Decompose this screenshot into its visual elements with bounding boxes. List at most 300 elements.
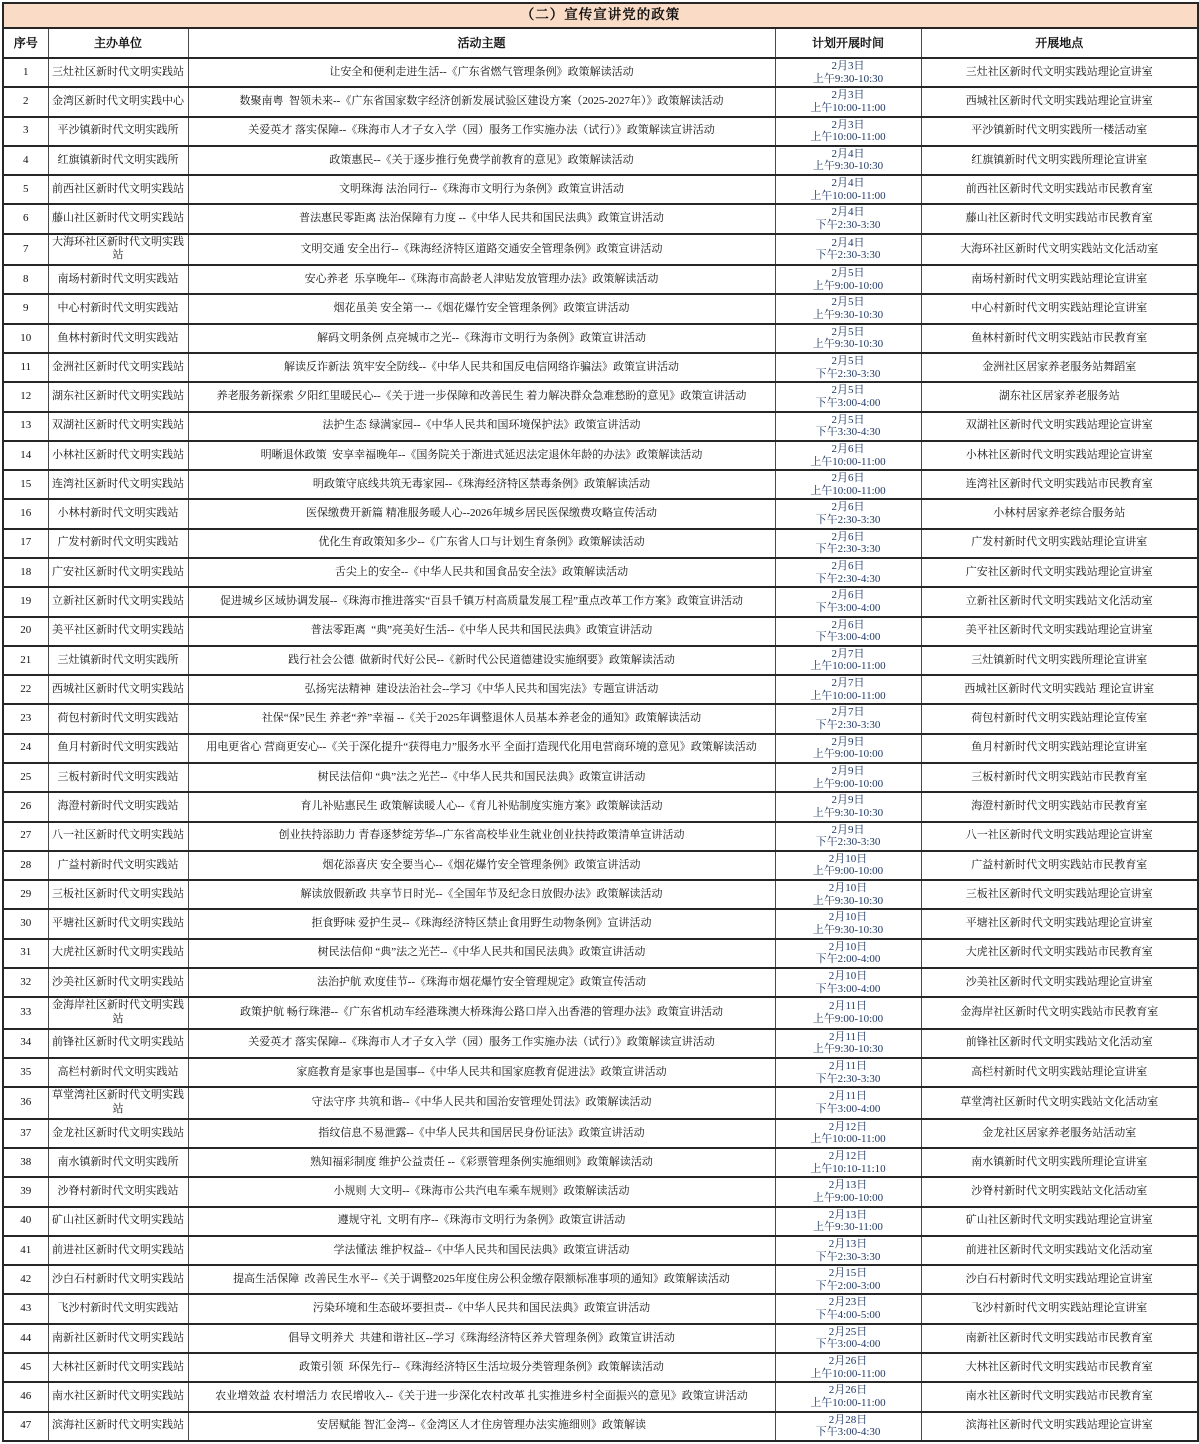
time-cell [775, 880, 921, 909]
table-row [3, 441, 1198, 470]
row-number-cell: 5 [3, 175, 48, 204]
location-cell: 南场村新时代文明实践站理论宣讲室 [921, 265, 1198, 294]
row-number-cell: 20 [3, 617, 48, 646]
row-number-cell: 18 [3, 558, 48, 587]
unit-cell: 大海环社区新时代文明实践站 [48, 234, 188, 266]
unit-cell: 沙美社区新时代文明实践站 [48, 968, 188, 997]
column-header-row [3, 28, 1198, 58]
time-cell [775, 1148, 921, 1177]
table-row [3, 1087, 1198, 1119]
time-line: 上午10:00-11:00 [810, 484, 886, 497]
table-row [3, 175, 1198, 204]
time-line: 上午9:30-10:30 [812, 1043, 884, 1056]
date-line: 2月5日 [831, 413, 865, 426]
table-row [3, 324, 1198, 353]
row-number-cell: 47 [3, 1412, 48, 1441]
date-line: 2月7日 [831, 677, 865, 690]
date-line: 2月4日 [831, 206, 865, 219]
theme-cell: 污染环境和生态破坏要担责--《中华人民共和国民法典》政策宣讲活动 [188, 1294, 775, 1323]
table-row [3, 1382, 1198, 1411]
unit-cell: 金海岸社区新时代文明实践站 [48, 997, 188, 1029]
theme-cell: 让安全和便利走进生活--《广东省燃气管理条例》政策解读活动 [188, 58, 775, 87]
location-cell: 草堂湾社区新时代文明实践站文化活动室 [921, 1087, 1198, 1119]
unit-cell: 大林社区新时代文明实践站 [48, 1353, 188, 1382]
time-cell [775, 175, 921, 204]
theme-cell: 舌尖上的安全--《中华人民共和国食品安全法》政策解读活动 [188, 558, 775, 587]
theme-cell: 弘扬宪法精神 建设法治社会--学习《中华人民共和国宪法》专题宣讲活动 [188, 675, 775, 704]
theme-cell: 学法懂法 维护权益--《中华人民共和国民法典》政策宣讲活动 [188, 1236, 775, 1265]
time-line: 上午9:30-10:30 [812, 894, 884, 907]
time-cell [775, 1294, 921, 1323]
unit-cell: 小林村新时代文明实践站 [48, 499, 188, 528]
date-line: 2月15日 [828, 1267, 868, 1280]
unit-cell: 矿山社区新时代文明实践站 [48, 1207, 188, 1236]
time-line: 上午9:00-10:00 [812, 279, 884, 292]
date-line: 2月6日 [831, 501, 865, 514]
time-line: 下午3:00-4:30 [815, 1426, 881, 1439]
table-row [3, 880, 1198, 909]
row-number-cell: 41 [3, 1236, 48, 1265]
time-line: 上午9:00-10:00 [812, 1012, 884, 1025]
unit-cell: 金洲社区新时代文明实践站 [48, 353, 188, 382]
row-number-cell: 37 [3, 1119, 48, 1148]
date-line: 2月4日 [831, 236, 865, 249]
theme-cell: 政策引领 环保先行--《珠海经济特区生活垃圾分类管理条例》政策解读活动 [188, 1353, 775, 1382]
table-row [3, 1353, 1198, 1382]
time-line: 下午3:00-4:00 [815, 1103, 881, 1116]
date-line: 2月25日 [828, 1325, 868, 1338]
location-cell: 海澄村新时代文明实践站市民教育室 [921, 792, 1198, 821]
time-line: 下午2:30-3:30 [815, 543, 881, 556]
time-cell [775, 558, 921, 587]
time-line: 下午2:30-3:30 [815, 514, 881, 527]
unit-cell: 美平社区新时代文明实践站 [48, 617, 188, 646]
location-cell: 红旗镇新时代文明实践所理论宣讲室 [921, 146, 1198, 175]
time-cell [775, 734, 921, 763]
location-cell: 金海岸社区新时代文明实践站市民教育室 [921, 997, 1198, 1029]
row-number-cell: 10 [3, 324, 48, 353]
location-cell: 沙脊村新时代文明实践站文化活动室 [921, 1177, 1198, 1206]
location-cell: 广益村新时代文明实践站市民教育室 [921, 851, 1198, 880]
theme-cell: 用电更省心 营商更安心--《关于深化提升“获得电力”服务水平 全面打造现代化用电营商环境的意见》政策解读活动 [188, 734, 775, 763]
table-row [3, 1265, 1198, 1294]
unit-cell: 八一社区新时代文明实践站 [48, 822, 188, 851]
theme-cell: 文明交通 安全出行--《珠海经济特区道路交通安全管理条例》政策宣讲活动 [188, 234, 775, 266]
table-row [3, 997, 1198, 1029]
theme-cell: 社保“保”民生 养老“养”幸福 --《关于2025年调整退休人员基本养老金的通知》政策解读活动 [188, 704, 775, 733]
location-cell: 小林社区新时代文明实践站理论宣讲室 [921, 441, 1198, 470]
theme-cell: 政策惠民--《关于逐步推行免费学前教育的意见》政策解读活动 [188, 146, 775, 175]
time-cell [775, 851, 921, 880]
row-number-cell: 25 [3, 763, 48, 792]
date-line: 2月13日 [828, 1179, 868, 1192]
date-line: 2月10日 [828, 969, 868, 982]
time-cell [775, 909, 921, 938]
unit-cell: 鱼林村新时代文明实践站 [48, 324, 188, 353]
time-line: 上午9:30-10:30 [812, 338, 884, 351]
date-line: 2月11日 [828, 1060, 868, 1072]
unit-cell: 平塘社区新时代文明实践站 [48, 909, 188, 938]
unit-cell: 鱼月村新时代文明实践站 [48, 734, 188, 763]
location-cell: 金龙社区居家养老服务站活动室 [921, 1119, 1198, 1148]
time-line: 下午2:30-3:30 [815, 719, 881, 732]
row-number-cell: 4 [3, 146, 48, 175]
time-cell [775, 412, 921, 441]
unit-cell: 沙脊村新时代文明实践站 [48, 1177, 188, 1206]
location-cell: 小林村居家养老综合服务站 [921, 499, 1198, 528]
row-number-cell: 28 [3, 851, 48, 880]
theme-cell: 提高生活保障 改善民生水平--《关于调整2025年度住房公积金缴存限额标准事项的通知》政策解读活动 [188, 1265, 775, 1294]
date-line: 2月9日 [831, 794, 865, 807]
table-row [3, 1236, 1198, 1265]
date-line: 2月5日 [831, 355, 865, 368]
row-number-cell: 35 [3, 1058, 48, 1087]
theme-cell: 关爱英才 落实保障--《珠海市人才子女入学（园）服务工作实施办法（试行）》政策解读宣讲活动 [188, 1029, 775, 1058]
time-line: 下午3:00-4:00 [815, 1338, 881, 1351]
unit-cell: 沙白石村新时代文明实践站 [48, 1265, 188, 1294]
date-line: 2月5日 [831, 325, 865, 338]
time-line: 上午9:30-10:30 [812, 160, 884, 173]
time-cell [775, 234, 921, 266]
section-title-row [3, 3, 1198, 28]
time-cell [775, 1087, 921, 1119]
table-body [3, 58, 1198, 1441]
time-line: 上午9:00-10:00 [812, 748, 884, 761]
theme-cell: 养老服务新探索 夕阳红里暖民心--《关于进一步保障和改善民生 着力解决群众急难愁盼的意见》政策宣讲活动 [188, 382, 775, 411]
row-number-cell: 36 [3, 1087, 48, 1119]
date-line: 2月6日 [831, 442, 865, 455]
unit-cell: 滨海社区新时代文明实践站 [48, 1412, 188, 1441]
theme-cell: 普法零距离 “典”亮美好生活--《中华人民共和国民法典》政策宣讲活动 [188, 617, 775, 646]
table-row [3, 470, 1198, 499]
unit-cell: 海澄村新时代文明实践站 [48, 792, 188, 821]
theme-cell: 明晰退休政策 安享幸福晚年--《国务院关于渐进式延迟法定退休年龄的办法》政策解读活动 [188, 441, 775, 470]
unit-cell: 飞沙村新时代文明实践站 [48, 1294, 188, 1323]
table-row [3, 968, 1198, 997]
time-line: 上午9:30-10:30 [812, 72, 884, 85]
time-line: 下午3:00-4:00 [815, 396, 881, 409]
time-line: 下午2:30-3:30 [815, 249, 881, 262]
date-line: 2月6日 [831, 472, 865, 485]
date-line: 2月7日 [831, 706, 865, 719]
date-line: 2月23日 [828, 1296, 868, 1309]
unit-cell: 三灶社区新时代文明实践站 [48, 58, 188, 87]
time-line: 上午9:30-11:00 [813, 1221, 883, 1234]
table-row [3, 939, 1198, 968]
location-cell: 鱼月村新时代文明实践站理论宣讲室 [921, 734, 1198, 763]
row-number-cell: 12 [3, 382, 48, 411]
date-line: 2月11日 [828, 1030, 868, 1043]
location-cell: 沙白石村新时代文明实践站理论宣讲室 [921, 1265, 1198, 1294]
location-cell: 平塘社区新时代文明实践站理论宣讲室 [921, 909, 1198, 938]
location-cell: 大海环社区新时代文明实践站文化活动室 [921, 234, 1198, 266]
theme-cell: 烟花虽美 安全第一--《烟花爆竹安全管理条例》政策宣讲活动 [188, 294, 775, 323]
location-cell: 八一社区新时代文明实践站理论宣讲室 [921, 822, 1198, 851]
table-row [3, 1119, 1198, 1148]
table-row [3, 1058, 1198, 1087]
unit-cell: 大虎社区新时代文明实践站 [48, 939, 188, 968]
time-cell [775, 204, 921, 233]
location-cell: 南水镇新时代文明实践所理论宣讲室 [921, 1148, 1198, 1177]
table-row [3, 87, 1198, 116]
unit-cell: 前锋社区新时代文明实践站 [48, 1029, 188, 1058]
unit-cell: 广益村新时代文明实践站 [48, 851, 188, 880]
time-cell [775, 968, 921, 997]
location-cell: 金洲社区居家养老服务站舞蹈室 [921, 353, 1198, 382]
date-line: 2月26日 [828, 1384, 868, 1397]
date-line: 2月3日 [831, 60, 865, 72]
theme-cell: 树民法信仰 “典”法之光芒--《中华人民共和国民法典》政策宣讲活动 [188, 939, 775, 968]
unit-cell: 高栏村新时代文明实践站 [48, 1058, 188, 1087]
theme-cell: 促进城乡区域协调发展--《珠海市推进落实“百县千镇万村高质量发展工程”重点改革工作方案》政策宣讲活动 [188, 587, 775, 616]
row-number-cell: 6 [3, 204, 48, 233]
location-cell: 前西社区新时代文明实践站市民教育室 [921, 175, 1198, 204]
unit-cell: 三板村新时代文明实践站 [48, 763, 188, 792]
time-cell [775, 997, 921, 1029]
row-number-cell: 14 [3, 441, 48, 470]
time-line: 下午2:30-3:30 [815, 367, 881, 380]
table-row [3, 1148, 1198, 1177]
time-cell [775, 675, 921, 704]
location-cell: 沙美社区新时代文明实践站理论宣讲室 [921, 968, 1198, 997]
location-cell: 三板村新时代文明实践站市民教育室 [921, 763, 1198, 792]
row-number-cell: 17 [3, 529, 48, 558]
theme-cell: 践行社会公德 做新时代好公民--《新时代公民道德建设实施纲要》政策解读活动 [188, 646, 775, 675]
table-row [3, 234, 1198, 266]
location-cell: 连湾社区新时代文明实践站市民教育室 [921, 470, 1198, 499]
unit-cell: 立新社区新时代文明实践站 [48, 587, 188, 616]
time-cell [775, 1353, 921, 1382]
table-row [3, 499, 1198, 528]
date-line: 2月6日 [831, 560, 865, 572]
time-line: 上午10:10-11:10 [810, 1162, 886, 1175]
time-cell [775, 1412, 921, 1441]
time-line: 上午9:30-10:30 [812, 309, 884, 322]
theme-cell: 倡导文明养犬 共建和谐社区--学习《珠海经济特区养犬管理条例》政策宣讲活动 [188, 1324, 775, 1353]
unit-cell: 小林社区新时代文明实践站 [48, 441, 188, 470]
row-number-cell: 23 [3, 704, 48, 733]
location-cell: 三灶社区新时代文明实践站理论宣讲室 [921, 58, 1198, 87]
theme-cell: 数聚南粤 智领未来--《广东省国家数字经济创新发展试验区建设方案（2025-2027年）》政策解读活动 [188, 87, 775, 116]
location-cell: 立新社区新时代文明实践站文化活动室 [921, 587, 1198, 616]
theme-cell: 农业增效益 农村增活力 农民增收入--《关于进一步深化农村改革 扎实推进乡村全面振兴的意见》政策宣讲活动 [188, 1382, 775, 1411]
table-row [3, 1029, 1198, 1058]
row-number-cell: 27 [3, 822, 48, 851]
time-cell [775, 353, 921, 382]
location-cell: 中心村新时代文明实践站理论宣讲室 [921, 294, 1198, 323]
theme-cell: 政策护航 畅行珠港--《广东省机动车经港珠澳大桥珠海公路口岸入出香港的管理办法》政策宣讲活动 [188, 997, 775, 1029]
date-line: 2月6日 [831, 530, 865, 543]
row-number-cell: 45 [3, 1353, 48, 1382]
row-number-cell: 1 [3, 58, 48, 87]
row-number-cell: 39 [3, 1177, 48, 1206]
row-number-cell: 42 [3, 1265, 48, 1294]
time-cell [775, 382, 921, 411]
column-header-theme: 活动主题 [188, 28, 775, 58]
time-cell [775, 1058, 921, 1087]
row-number-cell: 43 [3, 1294, 48, 1323]
time-cell [775, 499, 921, 528]
row-number-cell: 24 [3, 734, 48, 763]
theme-cell: 医保缴费开新篇 精准服务暖人心--2026年城乡居民医保缴费攻略宣传活动 [188, 499, 775, 528]
time-cell [775, 441, 921, 470]
time-cell [775, 646, 921, 675]
table-row [3, 851, 1198, 880]
time-line: 上午10:00-11:00 [810, 1133, 886, 1146]
time-line: 上午10:00-11:00 [810, 1396, 886, 1409]
time-cell [775, 470, 921, 499]
unit-cell: 湖东社区新时代文明实践站 [48, 382, 188, 411]
section-title: （二）宣传宣讲党的政策 [3, 3, 1198, 28]
table-row [3, 587, 1198, 616]
unit-cell: 连湾社区新时代文明实践站 [48, 470, 188, 499]
table-row [3, 1324, 1198, 1353]
time-cell [775, 1382, 921, 1411]
theme-cell: 小规则 大文明--《珠海市公共汽电车乘车规则》政策解读活动 [188, 1177, 775, 1206]
row-number-cell: 7 [3, 234, 48, 266]
unit-cell: 三灶镇新时代文明实践所 [48, 646, 188, 675]
table-row [3, 704, 1198, 733]
date-line: 2月28日 [828, 1413, 868, 1426]
time-cell [775, 146, 921, 175]
date-line: 2月10日 [828, 940, 868, 953]
time-line: 上午10:00-11:00 [810, 101, 886, 114]
row-number-cell: 26 [3, 792, 48, 821]
time-cell [775, 1265, 921, 1294]
time-line: 上午9:30-10:30 [812, 924, 884, 937]
date-line: 2月12日 [828, 1150, 868, 1163]
unit-cell: 前进社区新时代文明实践站 [48, 1236, 188, 1265]
theme-cell: 安心养老 乐享晚年--《珠海市高龄老人津贴发放管理办法》政策解读活动 [188, 265, 775, 294]
date-line: 2月11日 [828, 1090, 868, 1103]
row-number-cell: 22 [3, 675, 48, 704]
unit-cell: 平沙镇新时代文明实践所 [48, 117, 188, 146]
row-number-cell: 40 [3, 1207, 48, 1236]
date-line: 2月3日 [831, 118, 865, 131]
theme-cell: 指纹信息不易泄露--《中华人民共和国居民身份证法》政策宣讲活动 [188, 1119, 775, 1148]
unit-cell: 广安社区新时代文明实践站 [48, 558, 188, 587]
time-line: 下午2:30-3:30 [815, 1250, 881, 1263]
theme-cell: 守法守序 共筑和谐--《中华人民共和国治安管理处罚法》政策解读活动 [188, 1087, 775, 1119]
date-line: 2月9日 [831, 764, 865, 777]
table-row [3, 146, 1198, 175]
date-line: 2月5日 [831, 296, 865, 309]
column-header-no: 序号 [3, 28, 48, 58]
theme-cell: 树民法信仰 “典”法之光芒--《中华人民共和国民法典》政策宣讲活动 [188, 763, 775, 792]
row-number-cell: 30 [3, 909, 48, 938]
table-row [3, 558, 1198, 587]
theme-cell: 明政策守底线共筑无毒家园--《珠海经济特区禁毒条例》政策解读活动 [188, 470, 775, 499]
date-line: 2月6日 [831, 618, 865, 631]
date-line: 2月3日 [831, 89, 865, 102]
date-line: 2月13日 [828, 1237, 868, 1250]
table-row [3, 353, 1198, 382]
location-cell: 荷包村新时代文明实践站理论宣传室 [921, 704, 1198, 733]
unit-cell: 红旗镇新时代文明实践所 [48, 146, 188, 175]
row-number-cell: 13 [3, 412, 48, 441]
location-cell: 高栏村新时代文明实践站理论宣讲室 [921, 1058, 1198, 1087]
date-line: 2月4日 [831, 177, 865, 190]
row-number-cell: 21 [3, 646, 48, 675]
time-line: 上午10:00-11:00 [810, 131, 886, 144]
table-row [3, 675, 1198, 704]
unit-cell: 中心村新时代文明实践站 [48, 294, 188, 323]
time-line: 上午9:30-10:30 [812, 806, 884, 819]
row-number-cell: 31 [3, 939, 48, 968]
unit-cell: 广发村新时代文明实践站 [48, 529, 188, 558]
date-line: 2月10日 [828, 852, 868, 865]
time-cell [775, 704, 921, 733]
unit-cell: 南水镇新时代文明实践所 [48, 1148, 188, 1177]
table-row [3, 117, 1198, 146]
row-number-cell: 3 [3, 117, 48, 146]
time-line: 下午2:30-3:30 [815, 1072, 881, 1085]
table-row [3, 763, 1198, 792]
location-cell: 前进社区新时代文明实践站文化活动室 [921, 1236, 1198, 1265]
unit-cell: 草堂湾社区新时代文明实践站 [48, 1087, 188, 1119]
theme-cell: 普法惠民零距离 法治保障有力度 --《中华人民共和国民法典》政策宣讲活动 [188, 204, 775, 233]
unit-cell: 藤山社区新时代文明实践站 [48, 204, 188, 233]
unit-cell: 双湖社区新时代文明实践站 [48, 412, 188, 441]
row-number-cell: 44 [3, 1324, 48, 1353]
unit-cell: 金龙社区新时代文明实践站 [48, 1119, 188, 1148]
theme-cell: 烟花添喜庆 安全要当心--《烟花爆竹安全管理条例》政策宣讲活动 [188, 851, 775, 880]
time-cell [775, 1029, 921, 1058]
time-cell [775, 265, 921, 294]
time-cell [775, 117, 921, 146]
location-cell: 湖东社区居家养老服务站 [921, 382, 1198, 411]
unit-cell: 南水社区新时代文明实践站 [48, 1382, 188, 1411]
theme-cell: 法护生态 绿满家园--《中华人民共和国环境保护法》政策宣讲活动 [188, 412, 775, 441]
location-cell: 广发村新时代文明实践站理论宣讲室 [921, 529, 1198, 558]
theme-cell: 创业扶持添助力 青春逐梦绽芳华--广东省高校毕业生就业创业扶持政策清单宣讲活动 [188, 822, 775, 851]
row-number-cell: 9 [3, 294, 48, 323]
time-cell [775, 587, 921, 616]
time-line: 上午10:00-11:00 [810, 455, 886, 468]
time-cell [775, 1177, 921, 1206]
time-line: 上午10:00-11:00 [810, 660, 886, 673]
location-cell: 大虎社区新时代文明实践站市民教育室 [921, 939, 1198, 968]
table-row [3, 265, 1198, 294]
unit-cell: 三板社区新时代文明实践站 [48, 880, 188, 909]
theme-cell: 法治护航 欢度佳节--《珠海市烟花爆竹安全管理规定》政策宣传活动 [188, 968, 775, 997]
date-line: 2月10日 [828, 882, 868, 895]
row-number-cell: 34 [3, 1029, 48, 1058]
time-cell [775, 1119, 921, 1148]
location-cell: 前锋社区新时代文明实践站文化活动室 [921, 1029, 1198, 1058]
time-line: 下午2:30-4:30 [815, 572, 881, 585]
time-cell [775, 939, 921, 968]
theme-cell: 家庭教育是家事也是国事--《中华人民共和国家庭教育促进法》政策宣讲活动 [188, 1058, 775, 1087]
row-number-cell: 8 [3, 265, 48, 294]
location-cell: 矿山社区新时代文明实践站理论宣讲室 [921, 1207, 1198, 1236]
time-line: 下午3:30-4:30 [815, 426, 881, 439]
location-cell: 三板社区新时代文明实践站理论宣讲室 [921, 880, 1198, 909]
date-line: 2月26日 [828, 1355, 868, 1368]
table-row [3, 204, 1198, 233]
location-cell: 美平社区新时代文明实践站理论宣讲室 [921, 617, 1198, 646]
table-row [3, 1207, 1198, 1236]
column-header-time: 计划开展时间 [775, 28, 921, 58]
location-cell: 鱼林村新时代文明实践站市民教育室 [921, 324, 1198, 353]
location-cell: 三灶镇新时代文明实践所理论宣讲室 [921, 646, 1198, 675]
date-line: 2月4日 [831, 147, 865, 160]
time-line: 上午9:00-10:00 [812, 1191, 884, 1204]
time-line: 上午10:00-11:00 [810, 1367, 886, 1380]
table-row [3, 412, 1198, 441]
table-row [3, 1177, 1198, 1206]
theme-cell: 文明珠海 法治同行--《珠海市文明行为条例》政策宣讲活动 [188, 175, 775, 204]
